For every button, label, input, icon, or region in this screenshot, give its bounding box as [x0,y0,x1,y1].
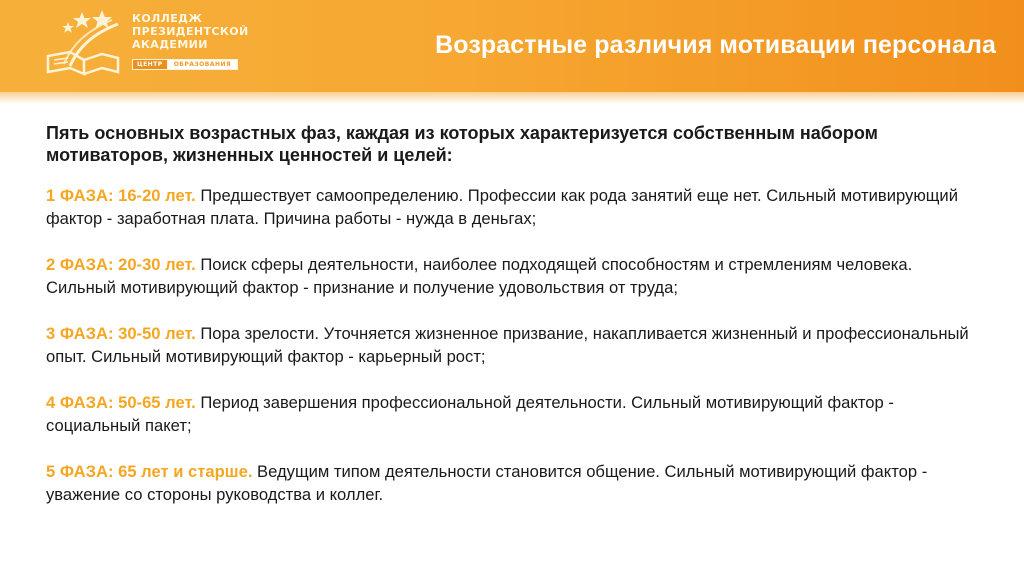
header-bar [0,0,1024,92]
phase-label: 3 ФАЗА: 30-50 лет. [46,324,196,343]
phase-description: Ведущим типом деятельности становится общение. Сильный мотивирующий фактор - уважение со стороны руководства и коллег. [46,462,928,504]
college-logo [40,8,270,78]
phase-item-2 [46,253,986,299]
phase-item-4 [46,391,986,437]
phase-description: Поиск сферы деятельности, наиболее подходящей способностям и стремлениям человека. Сильный мотивирующий фактор - признание и получение удовольствия от труда; [46,255,913,297]
phase-label: 1 ФАЗА: 16-20 лет. [46,186,196,205]
logo-line: ПРЕЗИДЕНТСКОЙ [132,25,249,38]
logo-wordmark [132,12,249,51]
logo-tag-left: ЦЕНТР [132,59,168,70]
college-emblem-book-stars-icon [40,8,130,78]
phase-description: Период завершения профессиональной деятельности. Сильный мотивирующий фактор - социальный пакет; [46,393,894,435]
phase-label: 2 ФАЗА: 20-30 лет. [46,255,196,274]
slide-title: Возрастные различия мотивации персонала [435,31,996,59]
phase-description: Предшествует самоопределению. Профессии как рода занятий еще нет. Сильный мотивирующий фактор - заработная плата. Причина работы - нужда в деньгах; [46,186,958,228]
slide-content [46,122,986,529]
intro-text: Пять основных возрастных фаз, каждая из которых характеризуется собственным набором мотиваторов, жизненных ценностей и целей: [46,123,878,165]
logo-tagline [132,60,238,69]
phase-item-5 [46,460,986,506]
logo-line: КОЛЛЕДЖ [132,12,203,25]
phase-item-1 [46,184,986,230]
phase-description: Пора зрелости. Уточняется жизненное призвание, накапливается жизненный и профессиональный опыт. Сильный мотивирующий фактор - карьерный рост; [46,324,969,366]
header-shadow [0,92,1024,104]
logo-tag-right: ОБРАЗОВАНИЯ [168,59,238,70]
phase-label: 4 ФАЗА: 50-65 лет. [46,393,196,412]
phase-item-3 [46,322,986,368]
phase-label: 5 ФАЗА: 65 лет и старше. [46,462,253,481]
logo-line: АКАДЕМИИ [132,38,208,51]
